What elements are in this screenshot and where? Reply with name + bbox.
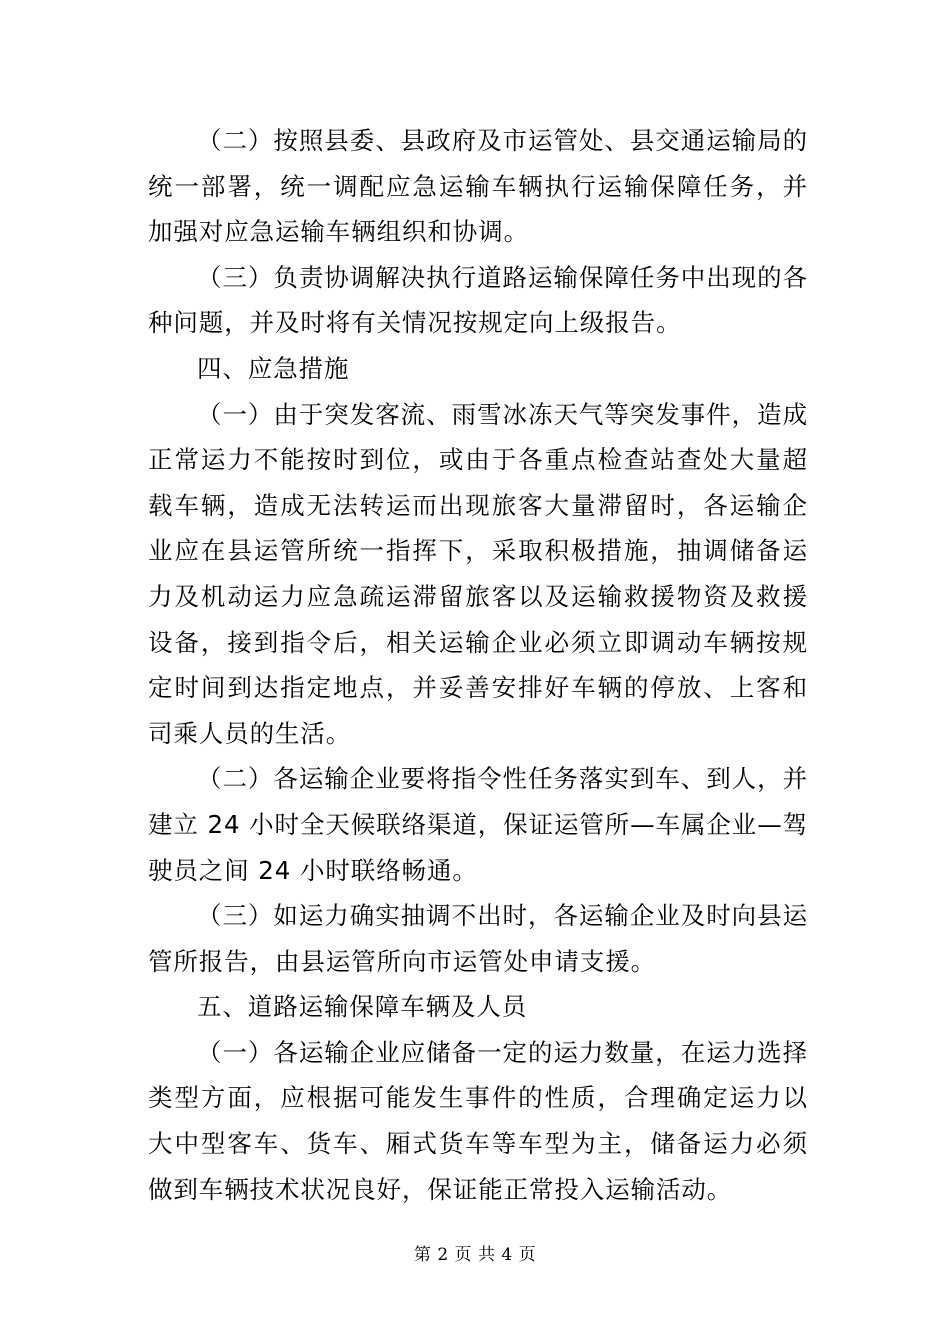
section-heading-4: 四、应急措施	[197, 353, 350, 383]
paragraph-5-1: （一）各运输企业应储备一定的运力数量，在运力选择类型方面，应根据可能发生事件的性质，合理确定运力以大中型客车、货车、厢式货车等车型为主，储备运力必须做到车辆技术状况良好，保证能正常投入运输活动。	[148, 1037, 808, 1204]
paragraph-2-3: （三）负责协调解决执行道路运输保障任务中出现的各种问题，并及时将有关情况按规定向上级报告。	[148, 262, 808, 338]
paragraph-4-3: （三）如运力确实抽调不出时，各运输企业及时向县运管所报告，由县运管所向市运管处申请支援。	[148, 901, 808, 976]
paragraph-4-1: （一）由于突发客流、雨雪冰冻天气等突发事件，造成正常运力不能按时到位，或由于各重点检查站查处大量超载车辆，造成无法转运而出现旅客大量滞留时，各运输企业应在县运管所统一指挥下，采取积极措施，抽调储备运力及机动运力应急疏运滞留旅客以及运输救援物资及救援设备，接到指令后，相关运输企业必须立即调动车辆按规定时间到达指定地点，并妥善安排好车辆的停放、上客和司乘人员的生活。	[148, 399, 808, 748]
page-number-footer: 第 2 页 共 4 页	[413, 1245, 537, 1265]
paragraph-4-2: （二）各运输企业要将指令性任务落实到车、到人，并建立 24 小时全天候联络渠道，保证运管所—车属企业—驾驶员之间 24 小时联络畅通。	[148, 764, 808, 885]
section-heading-5: 五、道路运输保障车辆及人员	[197, 992, 528, 1022]
paragraph-2-2: （二）按照县委、县政府及市运管处、县交通运输局的统一部署，统一调配应急运输车辆执行运输保障任务，并加强对应急运输车辆组织和协调。	[148, 126, 808, 247]
document-body	[148, 118, 808, 1212]
